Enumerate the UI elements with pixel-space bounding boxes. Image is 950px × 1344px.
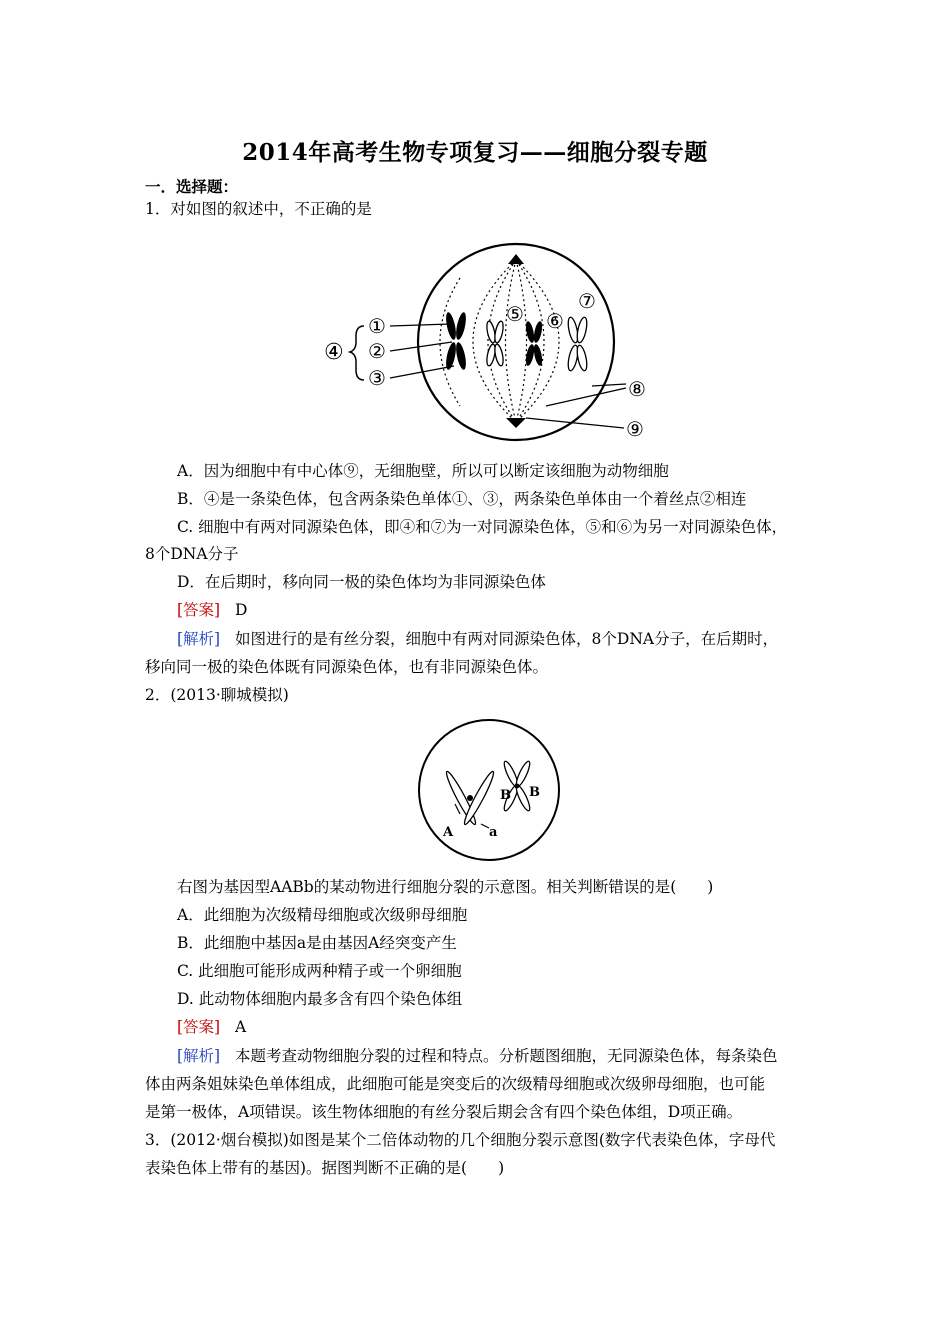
q1-label-1: ① bbox=[368, 314, 386, 338]
q2-label-A: A bbox=[443, 825, 454, 840]
q1-option-c-cont: 8个DNA分子 bbox=[145, 545, 239, 563]
q2-label-B-right: B bbox=[529, 785, 540, 800]
q1-label-7: ⑦ bbox=[578, 289, 596, 313]
answer-value: A bbox=[235, 1018, 247, 1036]
q3-stem-cont: 表染色体上带有的基因)。据图判断不正确的是( ) bbox=[145, 1159, 505, 1177]
q2-answer bbox=[177, 1016, 825, 1038]
q1-option-c: C. 细胞中有两对同源染色体，即④和⑦为一对同源染色体，⑤和⑥为另一对同源染色体， bbox=[177, 518, 788, 536]
q1-stem: 1．对如图的叙述中，不正确的是 bbox=[145, 200, 372, 218]
q2-option-d: D. 此动物体细胞内最多含有四个染色体组 bbox=[177, 990, 463, 1008]
answer-tag: [答案] bbox=[177, 1018, 221, 1036]
page-title: 2014年高考生物专项复习——细胞分裂专题 bbox=[242, 139, 708, 166]
q2-label-a: a bbox=[489, 825, 498, 840]
q2-label-B-left: B bbox=[500, 788, 511, 803]
q1-cell-diagram bbox=[320, 238, 660, 448]
q3-stem: 3．(2012·烟台模拟)如图是某个二倍体动物的几个细胞分裂示意图(数字代表染色体，字母代 bbox=[145, 1131, 776, 1149]
q1-label-6: ⑥ bbox=[546, 309, 564, 333]
q2-option-a: A．此细胞为次级精母细胞或次级卵母细胞 bbox=[177, 906, 468, 924]
q1-answer bbox=[177, 599, 825, 621]
q1-option-a: A．因为细胞中有中心体⑨，无细胞壁，所以可以断定该细胞为动物细胞 bbox=[177, 462, 669, 480]
q1-option-b: B．④是一条染色体，包含两条染色单体①、③，两条染色单体由一个着丝点②相连 bbox=[177, 490, 747, 508]
section-heading: 一．选择题： bbox=[145, 177, 239, 196]
answer-tag: [答案] bbox=[177, 601, 221, 619]
q1-analysis bbox=[177, 628, 825, 650]
analysis-text: 如图进行的是有丝分裂，细胞中有两对同源染色体，8个DNA分子，在后期时， bbox=[235, 630, 779, 648]
q1-label-2: ② bbox=[368, 339, 386, 363]
q2-analysis bbox=[177, 1045, 825, 1067]
q1-label-4: ④ bbox=[324, 340, 344, 365]
analysis-text: 本题考查动物细胞分裂的过程和特点。分析题图细胞，无同源染色体，每条染色 bbox=[235, 1047, 778, 1065]
answer-value: D bbox=[235, 601, 248, 619]
q2-option-b: B．此细胞中基因a是由基因A经突变产生 bbox=[177, 934, 457, 952]
q2-stem: 2．(2013·聊城模拟) bbox=[145, 686, 289, 704]
q1-label-9: ⑨ bbox=[626, 417, 644, 441]
q1-analysis-cont: 移向同一极的染色体既有同源染色体，也有非同源染色体。 bbox=[145, 658, 549, 676]
analysis-tag: [解析] bbox=[177, 1047, 221, 1065]
q2-cell-diagram bbox=[415, 718, 565, 866]
q2-option-c: C. 此细胞可能形成两种精子或一个卵细胞 bbox=[177, 962, 462, 980]
q2-analysis-cont-2: 是第一极体，A项错误。该生物体细胞的有丝分裂后期会含有四个染色体组，D项正确。 bbox=[145, 1103, 743, 1121]
q1-label-5: ⑤ bbox=[506, 302, 524, 326]
analysis-tag: [解析] bbox=[177, 630, 221, 648]
q1-label-8: ⑧ bbox=[628, 377, 646, 401]
q2-analysis-cont-1: 体由两条姐妹染色单体组成，此细胞可能是突变后的次级精母细胞或次级卵母细胞，也可能 bbox=[145, 1075, 766, 1093]
q1-label-3: ③ bbox=[368, 366, 386, 390]
q1-option-d: D．在后期时，移向同一极的染色体均为非同源染色体 bbox=[177, 573, 546, 591]
q2-description: 右图为基因型AABb的某动物进行细胞分裂的示意图。相关判断错误的是( ) bbox=[177, 878, 714, 896]
